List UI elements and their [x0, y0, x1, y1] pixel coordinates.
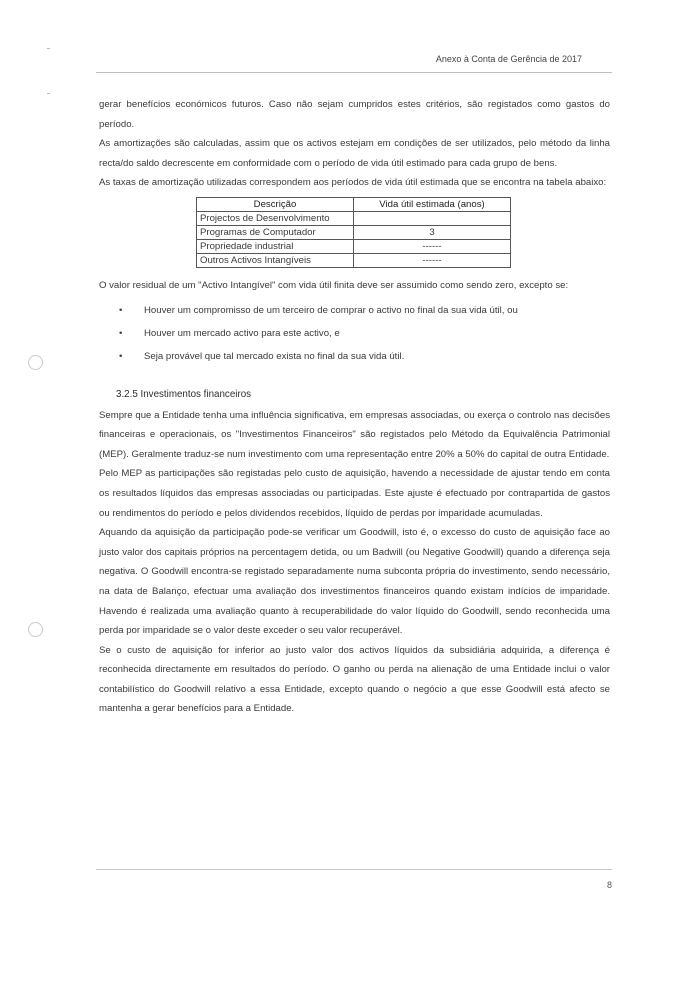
paragraph: As amortizações são calculadas, assim que os activos estejam em condições de ser utilizados, pelo método da linha recta/do saldo decrescente em conformidade com o período de vida útil estimado para cada grupo de bens. — [99, 138, 610, 169]
paragraph: Sempre que a Entidade tenha uma influência significativa, em empresas associadas, ou exerça o controlo nas decisões financeiras e operacionais, os "Investimentos Financeiros" são registados pelo Método da Equivalência Patrimonial (MEP). Geralmente traduz-se num investimento com uma representação entre 20% a 50% do capital de outra Entidade. — [99, 409, 610, 460]
table-cell-useful-life: ------ — [354, 239, 511, 253]
header-rule — [96, 72, 612, 73]
scan-mark — [47, 48, 50, 49]
footer-rule — [96, 869, 612, 870]
table-row — [197, 253, 511, 267]
table-cell-description: Programas de Computador — [197, 225, 354, 239]
amortization-table — [196, 197, 511, 268]
table-row — [197, 211, 511, 225]
table-row — [197, 239, 511, 253]
list-item: • Seja provável que tal mercado exista no final da sua vida útil. — [99, 345, 610, 368]
paragraph: As taxas de amortização utilizadas correspondem aos períodos de vida útil estimada que se encontra na tabela abaixo: — [99, 177, 607, 189]
paragraph: gerar benefícios económicos futuros. Caso não sejam cumpridos estes critérios, são registados como gastos do período. — [99, 99, 610, 130]
punch-hole-mark — [28, 355, 43, 370]
table-cell-useful-life — [354, 211, 511, 225]
list-item: • Houver um compromisso de um terceiro de comprar o activo no final da sua vida útil, ou — [99, 299, 610, 322]
table-cell-useful-life: 3 — [354, 225, 511, 239]
table-cell-useful-life: ------ — [354, 253, 511, 267]
table-cell-description: Projectos de Desenvolvimento — [197, 211, 354, 225]
page-header-title: Anexo à Conta de Gerência de 2017 — [435, 54, 582, 64]
scan-mark — [47, 93, 50, 94]
table-row — [197, 225, 511, 239]
document-body — [99, 95, 610, 719]
table-cell-description: Propriedade industrial — [197, 239, 354, 253]
table-header-useful-life: Vida útil estimada (anos) — [354, 197, 511, 211]
punch-hole-mark — [28, 622, 43, 637]
paragraph: Pelo MEP as participações são registadas pelo custo de aquisição, havendo a necessidade de ajustar tendo em conta os resultados líquidos das empresas associadas ou participadas. Este ajuste é efectuado por contrapartida de gastos ou rendimentos do período e pelos dividendos recebidos, líquido de perdas por imparidade acumuladas. — [99, 468, 610, 519]
paragraph: O valor residual de um "Activo Intangível" com vida útil finita deve ser assumido como sendo zero, excepto se: — [99, 279, 569, 291]
table-cell-description: Outros Activos Intangíveis — [197, 253, 354, 267]
paragraph: Aquando da aquisição da participação pode-se verificar um Goodwill, isto é, o excesso do custo de aquisição face ao justo valor dos capitais próprios na percentagem detida, ou um Badwill (ou Negative Goodwill) quando a diferença seja negativa. O Goodwill encontra-se registado separadamente numa subconta própria do investimento, sendo necessário, na data de Balanço, efectuar uma avaliação dos investimentos financeiros quando existam indícios de imparidade. Havendo é realizada uma avaliação quanto à recuperabilidade do valor líquido do Goodwill, sendo reconhecida uma perda por imparidade se o valor deste exceder o seu valor recuperável. — [99, 527, 610, 637]
table-header-description: Descrição — [197, 197, 354, 211]
list-item: • Houver um mercado activo para este activo, e — [99, 322, 610, 345]
paragraph: Se o custo de aquisição for inferior ao justo valor dos activos líquidos da subsidiária adquirida, a diferença é reconhecida directamente em resultados do período. O ganho ou perda na alienação de uma Entidade inclui o valor contabilístico do Goodwill relativo a essa Entidade, excepto quando o negócio a que esse Goodwill está afecto se mantenha a gerar benefícios para a Entidade. — [99, 644, 610, 715]
page-number: 8 — [606, 880, 612, 890]
condition-list — [99, 299, 610, 368]
section-heading: 3.2.5 Investimentos financeiros — [116, 388, 252, 400]
table-header-row — [197, 197, 511, 211]
